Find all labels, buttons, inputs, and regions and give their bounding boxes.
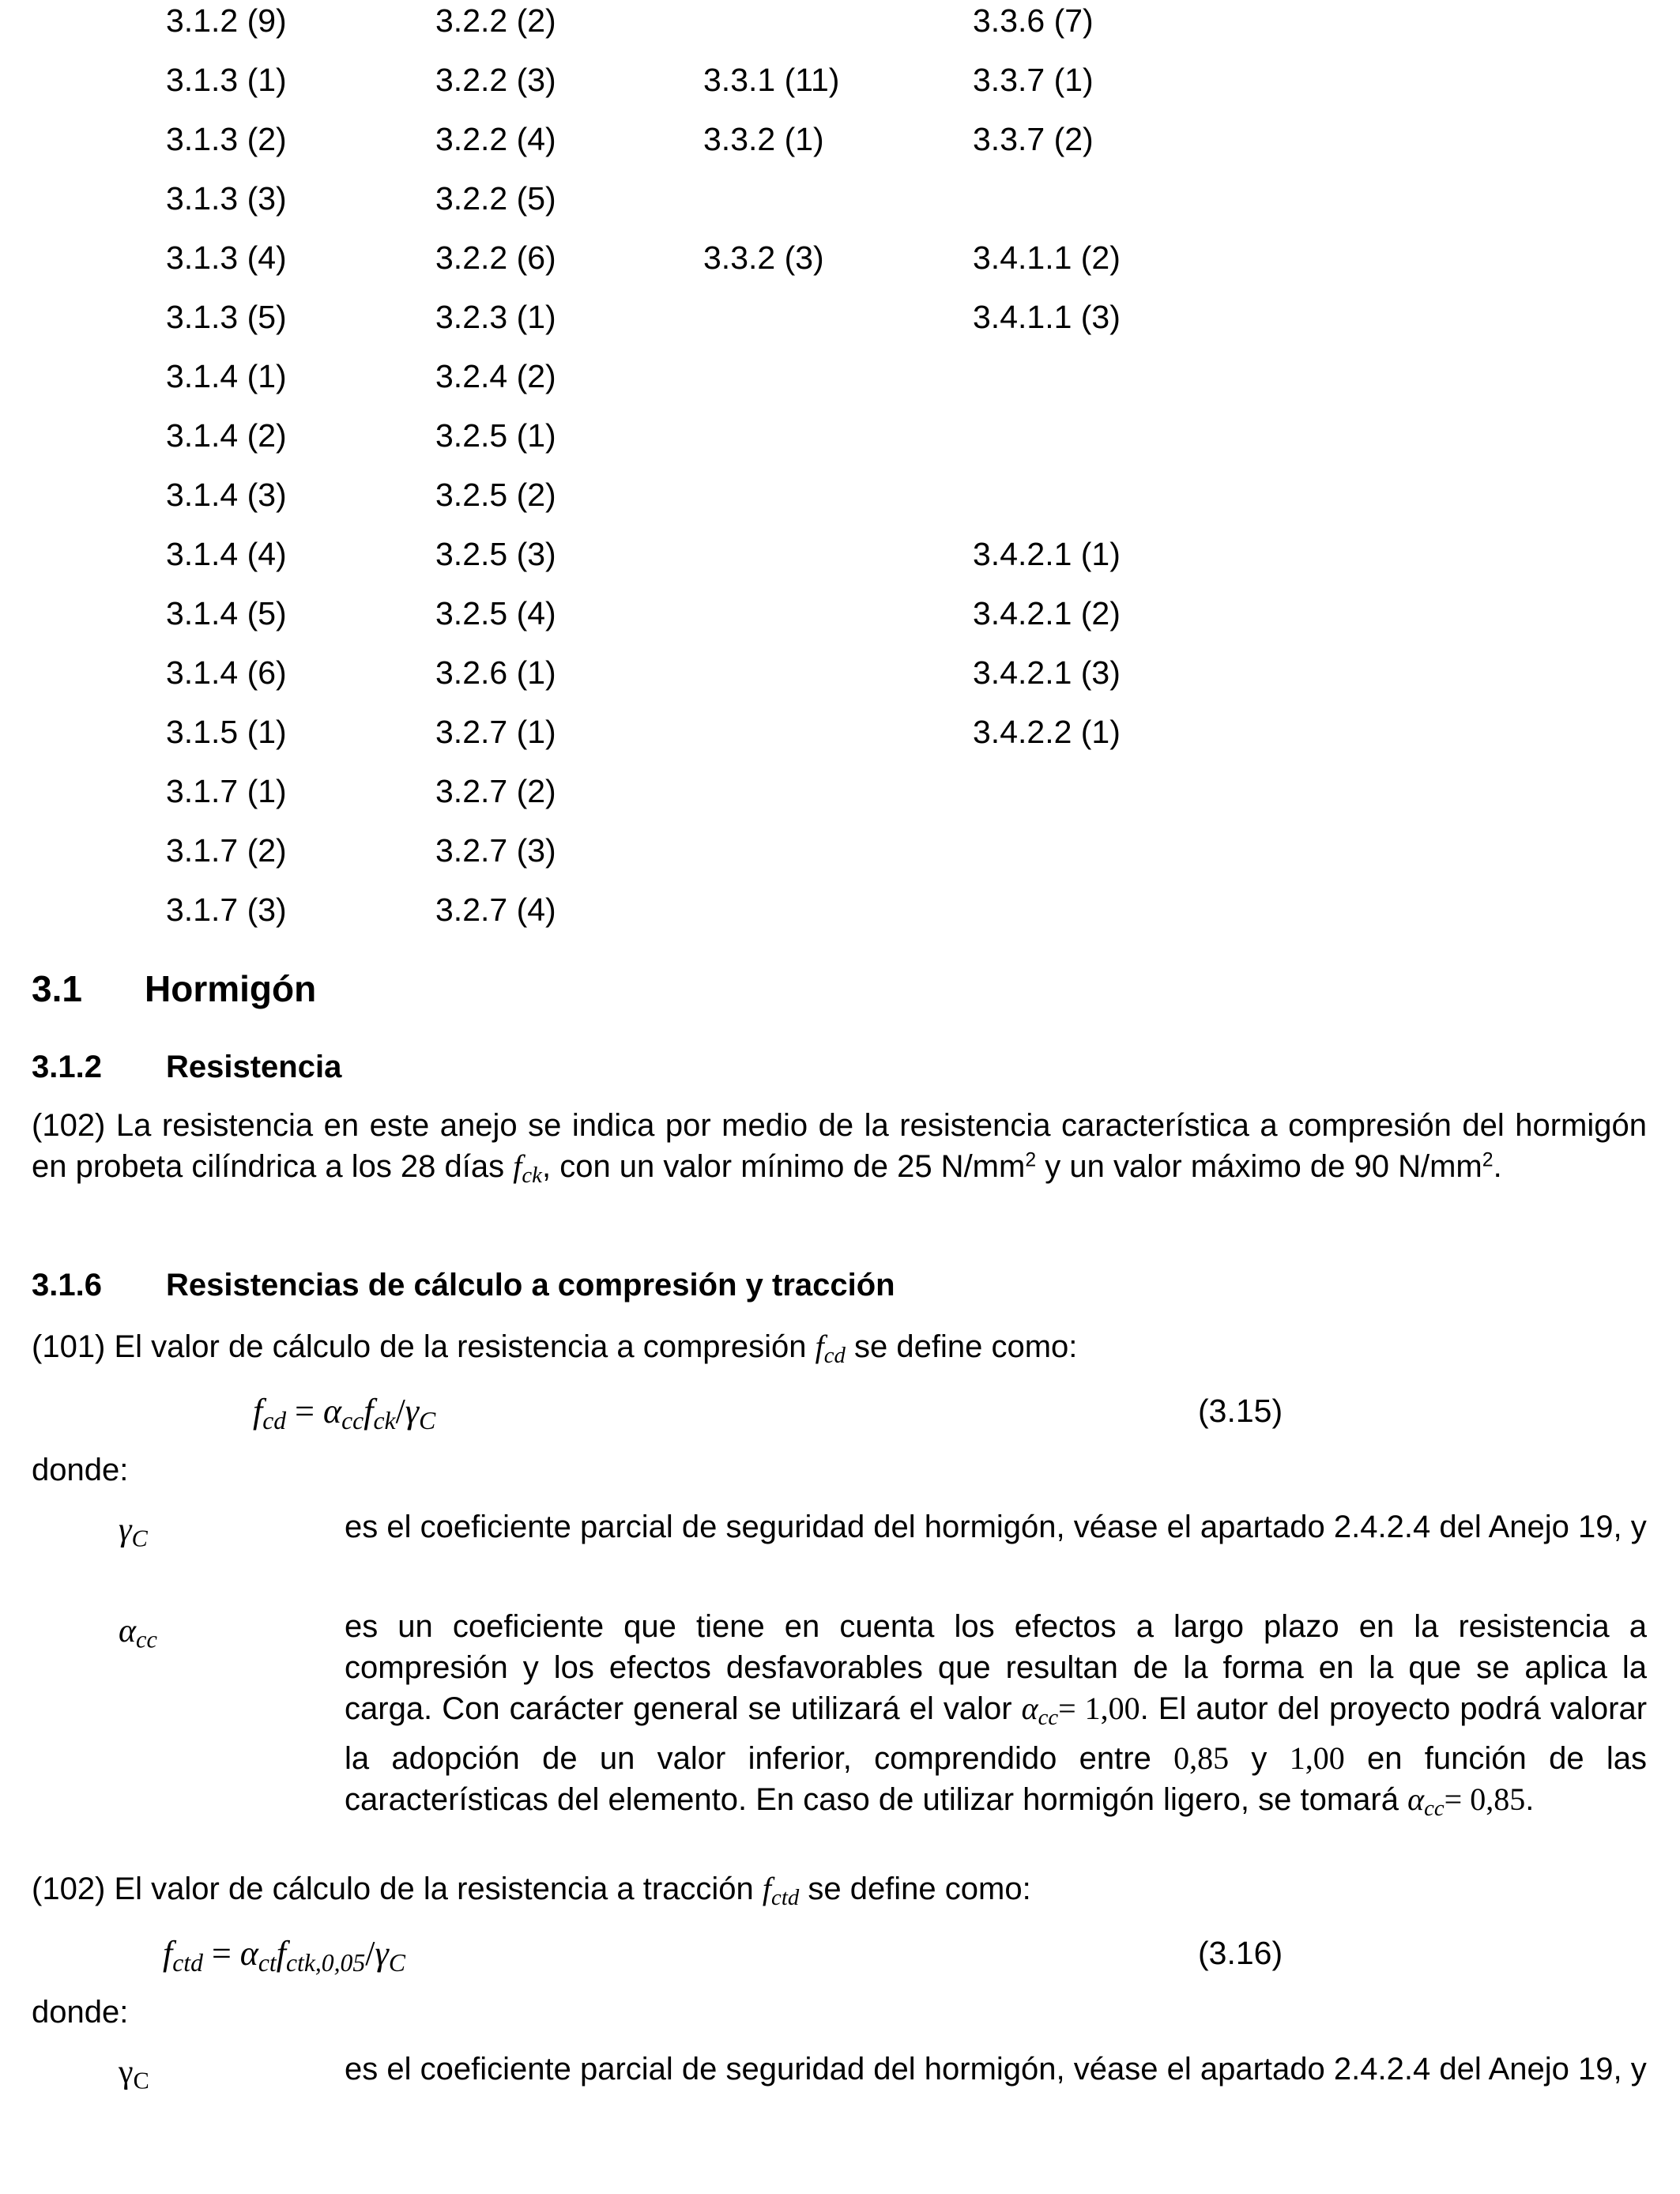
equation-3-15: $f_{cd} = \alpha_{cc}f_{ck}/\gamma_C$ xyxy=(253,1392,436,1434)
symbol-fctd: $f_{ctd}$ xyxy=(762,1871,800,1911)
symbol-alpha-cc-inline: $\alpha_{cc}$ xyxy=(1021,1691,1059,1731)
reference-item: 3.3.2 (1) xyxy=(703,121,824,157)
reference-item: 3.2.7 (3) xyxy=(435,832,556,869)
donde-label: donde: xyxy=(32,1995,129,2030)
subsection-number: 3.1.2 xyxy=(32,1050,102,1084)
reference-item: 3.2.4 (2) xyxy=(435,358,556,394)
reference-item: 3.1.3 (5) xyxy=(166,299,287,335)
subsection-number: 3.1.6 xyxy=(32,1268,102,1302)
reference-item: 3.2.7 (1) xyxy=(435,714,556,750)
reference-item: 3.1.4 (2) xyxy=(166,417,287,454)
reference-item: 3.2.2 (2) xyxy=(435,2,556,39)
reference-item: 3.2.5 (2) xyxy=(435,477,556,513)
reference-item: 3.2.5 (3) xyxy=(435,536,556,572)
reference-item: 3.2.2 (6) xyxy=(435,239,556,276)
reference-item: 3.1.7 (1) xyxy=(166,773,287,809)
reference-item: 3.1.5 (1) xyxy=(166,714,287,750)
section-number: 3.1 xyxy=(32,968,82,1009)
reference-item: 3.1.3 (1) xyxy=(166,62,287,98)
symbol-gamma-c-2: $\gamma_C$ xyxy=(119,2054,149,2094)
reference-item: 3.2.7 (4) xyxy=(435,892,556,928)
reference-item: 3.1.4 (5) xyxy=(166,595,287,631)
subsection-title: Resistencia xyxy=(166,1050,342,1084)
reference-item: 3.2.2 (5) xyxy=(435,180,556,217)
reference-item: 3.1.3 (4) xyxy=(166,239,287,276)
definition-gamma-c-2: es el coeficiente parcial de seguridad del hormigón, véase el apartado 2.4.2.4 del Anejo 19, y xyxy=(345,2052,1647,2087)
reference-item: 3.3.7 (1) xyxy=(973,62,1094,98)
reference-item: 3.1.3 (2) xyxy=(166,121,287,157)
reference-item: 3.3.6 (7) xyxy=(973,2,1094,39)
reference-item: 3.4.2.2 (1) xyxy=(973,714,1121,750)
definition-alpha-cc: es un coeficiente que tiene en cuenta los efectos a largo plazo en la resistencia a compresión y los efectos desfavorables que resultan de la forma en la que se aplica la carga. Con carácter general se utilizará el valor $\alpha_{cc}= 1,00$. El autor del proyecto podrá valorar la adopción de un valor inferior, comprendido entre 0,85 y 1,00 en función de las características del elemento. En caso de utilizar hormigón ligero, se tomará $\alpha_{cc}= 0,85$. xyxy=(345,1609,1648,1822)
reference-item: 3.2.5 (1) xyxy=(435,417,556,454)
reference-item: 3.2.2 (3) xyxy=(435,62,556,98)
reference-item: 3.4.2.1 (3) xyxy=(973,654,1121,691)
reference-item: 3.2.7 (2) xyxy=(435,773,556,809)
section-title: Hormigón xyxy=(145,968,317,1009)
symbol-gamma-c: $\gamma_C$ xyxy=(119,1512,148,1552)
reference-item: 3.1.4 (4) xyxy=(166,536,287,572)
reference-item: 3.3.7 (2) xyxy=(973,121,1094,157)
symbol-fcd: $f_{cd}$ xyxy=(815,1329,846,1369)
reference-item: 3.3.2 (3) xyxy=(703,239,824,276)
reference-item: 3.1.4 (3) xyxy=(166,477,287,513)
reference-item: 3.4.1.1 (2) xyxy=(973,239,1121,276)
reference-item: 3.1.7 (2) xyxy=(166,832,287,869)
symbol-alpha-cc-inline-2: $\alpha_{cc}$ xyxy=(1407,1781,1445,1822)
reference-item: 3.2.2 (4) xyxy=(435,121,556,157)
donde-label: donde: xyxy=(32,1453,129,1487)
reference-item: 3.4.2.1 (1) xyxy=(973,536,1121,572)
paragraph-101-compresion: (101) El valor de cálculo de la resistencia a compresión $f_{cd}$ se define como: xyxy=(32,1329,1078,1369)
reference-item: 3.1.4 (1) xyxy=(166,358,287,394)
definition-gamma-c: es el coeficiente parcial de seguridad del hormigón, véase el apartado 2.4.2.4 del Anejo 19, y xyxy=(345,1510,1647,1544)
reference-item: 3.4.1.1 (3) xyxy=(973,299,1121,335)
paragraph-102-traccion: (102) El valor de cálculo de la resistencia a tracción $f_{ctd}$ se define como: xyxy=(32,1871,1031,1911)
symbol-fck: $f_{ck}$ xyxy=(513,1148,542,1189)
equation-number-3-16: (3.16) xyxy=(1198,1935,1283,1971)
subsection-title: Resistencias de cálculo a compresión y tracción xyxy=(166,1268,895,1302)
equation-3-16: $f_{ctd} = \alpha_{ct}f_{ctk,0,05}/\gamma_C$ xyxy=(163,1934,405,1977)
reference-item: 3.2.6 (1) xyxy=(435,654,556,691)
symbol-alpha-cc: $\alpha_{cc}$ xyxy=(119,1613,157,1653)
reference-item: 3.1.4 (6) xyxy=(166,654,287,691)
reference-item: 3.1.7 (3) xyxy=(166,892,287,928)
reference-item: 3.1.3 (3) xyxy=(166,180,287,217)
reference-item: 3.3.1 (11) xyxy=(703,62,840,98)
reference-item: 3.2.3 (1) xyxy=(435,299,556,335)
paragraph-102-resistencia: (102) La resistencia en este anejo se indica por medio de la resistencia característica a compresión del hormigón en probeta cilíndrica a los 28 días $f_{ck}$, con un valor mínimo de 25 $N/mm^2$ y un valor máximo de 90 $N/mm^2$. xyxy=(32,1108,1647,1189)
reference-item: 3.2.5 (4) xyxy=(435,595,556,631)
reference-item: 3.1.2 (9) xyxy=(166,2,287,39)
reference-item: 3.4.2.1 (2) xyxy=(973,595,1121,631)
equation-number-3-15: (3.15) xyxy=(1198,1393,1283,1429)
